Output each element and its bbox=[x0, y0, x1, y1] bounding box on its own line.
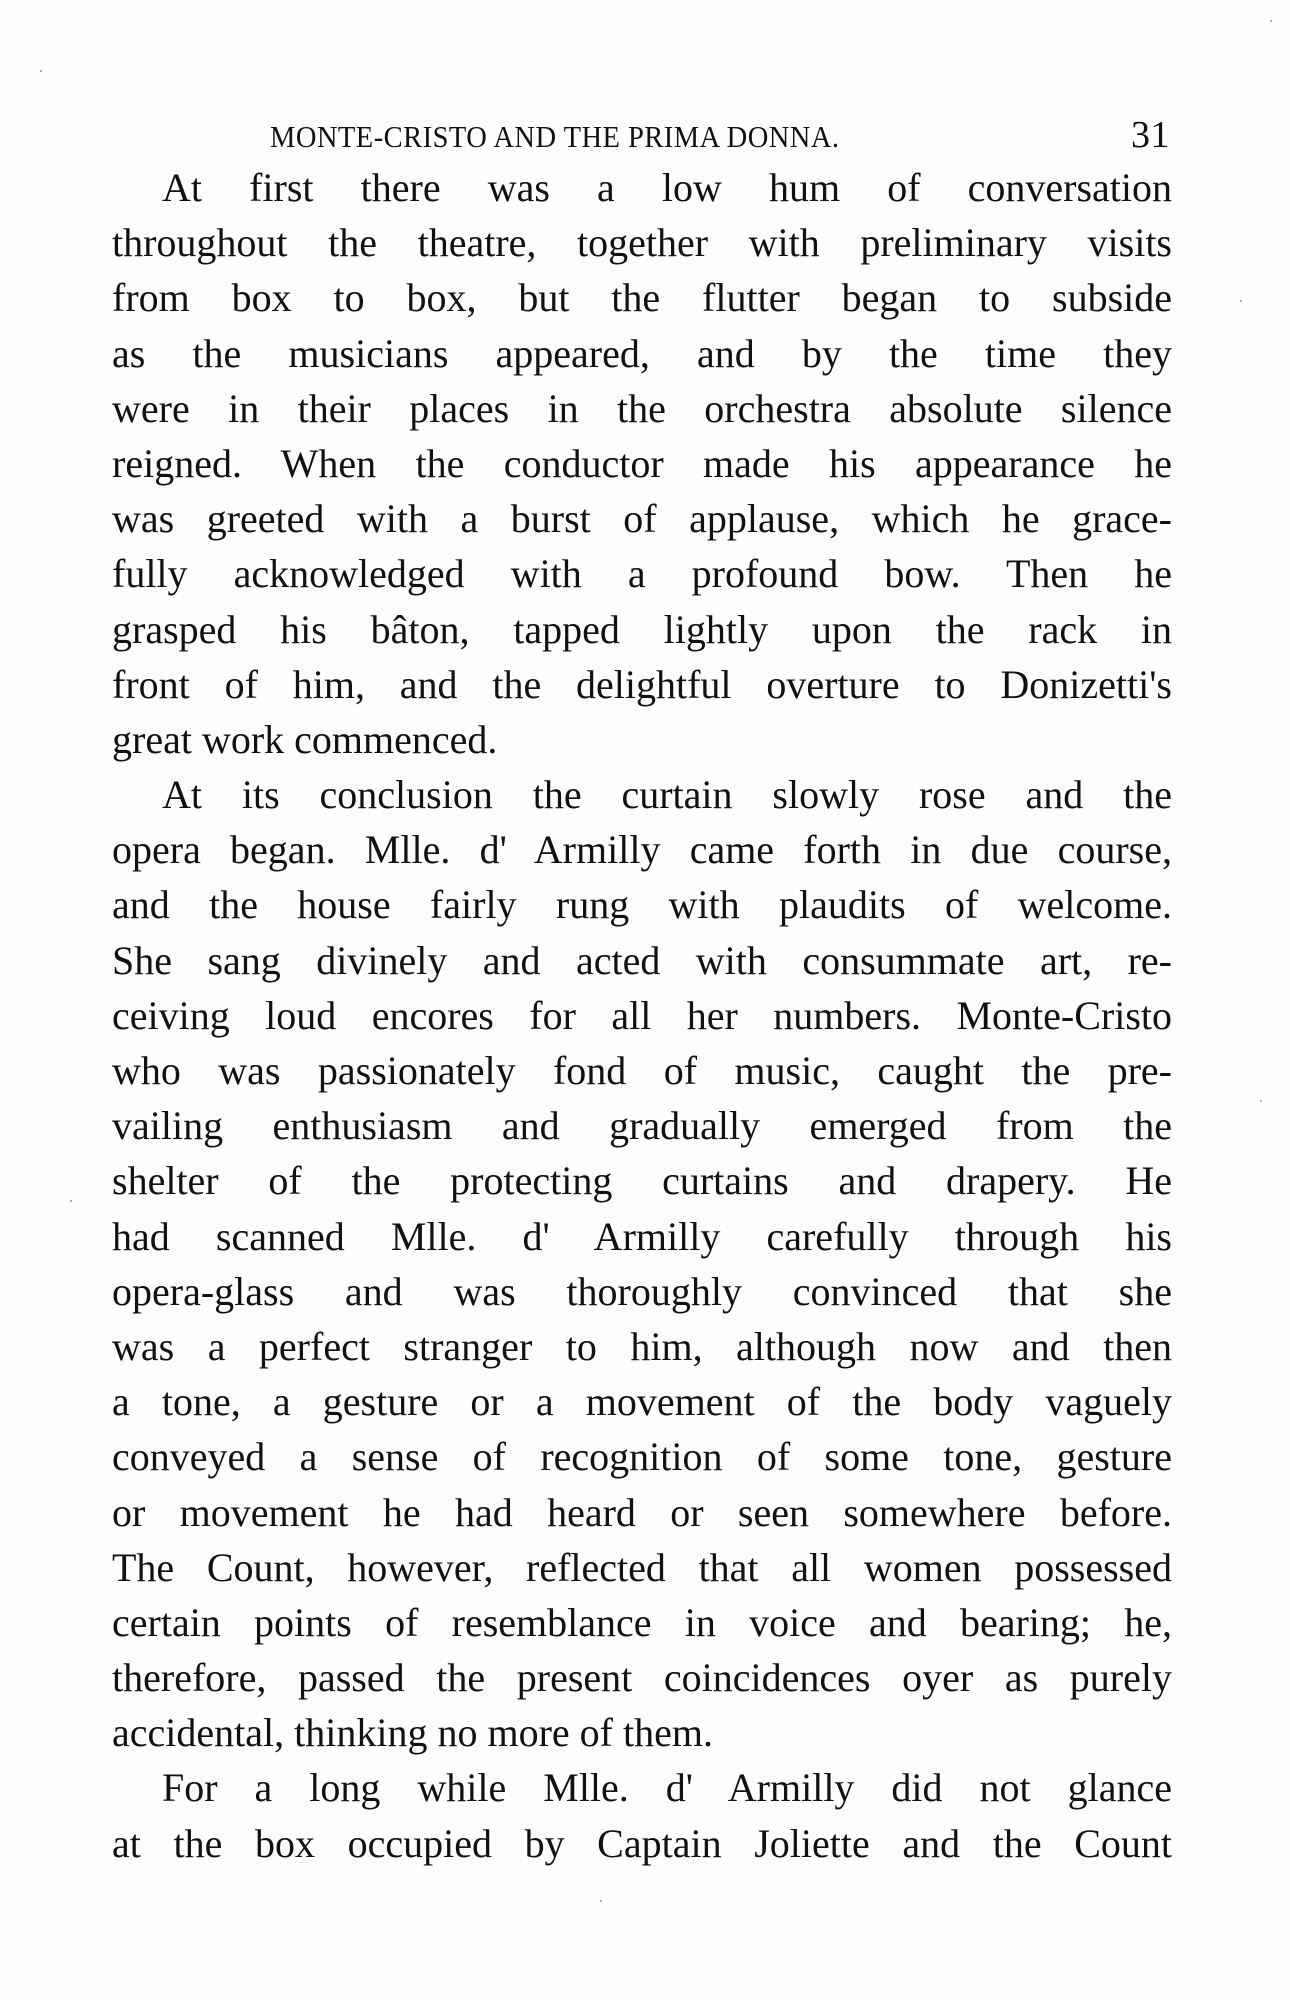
text-line: accidental, thinking no more of them. bbox=[112, 1710, 713, 1756]
text-line: conveyed a sense of recognition of some tone, gesture bbox=[112, 1434, 1172, 1480]
text-line: as the musicians appeared, and by the time they bbox=[112, 330, 1172, 376]
text-line: At first there was a low hum of conversation bbox=[162, 165, 1172, 210]
text-line: reigned. When the conductor made his appearance he bbox=[112, 440, 1172, 486]
text-line: or movement he had heard or seen somewhere before. bbox=[112, 1489, 1172, 1535]
text-line: who was passionately fond of music, caught the pre- bbox=[112, 1048, 1172, 1093]
text-line: were in their places in the orchestra absolute silence bbox=[112, 385, 1172, 431]
paragraph-2 bbox=[112, 767, 1172, 1760]
text-line: front of him, and the delightful overture to Donizetti's bbox=[112, 661, 1172, 707]
paper-speck bbox=[600, 1900, 602, 1902]
text-line: At its conclusion the curtain slowly rose and the bbox=[162, 772, 1172, 818]
text-line: was a perfect stranger to him, although now and then bbox=[112, 1323, 1172, 1369]
text-line: at the box occupied by Captain Joliette and the Count bbox=[112, 1820, 1172, 1866]
chapter-title: MONTE-CRISTO AND THE PRIMA DONNA. bbox=[270, 119, 840, 154]
paragraph-1 bbox=[112, 160, 1172, 767]
paper-speck bbox=[70, 1200, 72, 1202]
page-number: 31 bbox=[1131, 114, 1170, 156]
text-line: was greeted with a burst of applause, which he grace- bbox=[112, 496, 1172, 542]
text-line: shelter of the protecting curtains and drapery. He bbox=[112, 1158, 1172, 1204]
paper-speck bbox=[1240, 300, 1242, 302]
text-line: grasped his bâton, tapped lightly upon the rack in bbox=[112, 606, 1172, 652]
paper-speck bbox=[40, 70, 42, 72]
running-head bbox=[270, 112, 1170, 162]
text-line: fully acknowledged with a profound bow. Then he bbox=[112, 551, 1172, 597]
text-line: opera-glass and was thoroughly convinced that she bbox=[112, 1268, 1172, 1314]
text-line: opera began. Mlle. d' Armilly came forth in due course, bbox=[112, 827, 1172, 873]
paper-speck bbox=[1260, 1100, 1262, 1102]
text-line: great work commenced. bbox=[112, 716, 498, 762]
text-line: from box to box, but the flutter began to subside bbox=[112, 275, 1172, 321]
text-line: had scanned Mlle. d' Armilly carefully through his bbox=[112, 1213, 1172, 1259]
paper-speck bbox=[1270, 20, 1272, 22]
text-line: The Count, however, reflected that all women possessed bbox=[112, 1544, 1172, 1590]
text-line: therefore, passed the present coincidences oyer as purely bbox=[112, 1655, 1172, 1701]
body-text bbox=[112, 160, 1172, 1871]
text-line: ceiving loud encores for all her numbers. Monte-Cristo bbox=[112, 992, 1172, 1038]
text-line: and the house fairly rung with plaudits of welcome. bbox=[112, 882, 1172, 928]
text-line: She sang divinely and acted with consummate art, re- bbox=[112, 937, 1172, 983]
paragraph-3 bbox=[112, 1760, 1172, 1870]
text-line: For a long while Mlle. d' Armilly did not glance bbox=[162, 1765, 1172, 1811]
text-line: throughout the theatre, together with preliminary visits bbox=[112, 220, 1172, 266]
text-line: vailing enthusiasm and gradually emerged from the bbox=[112, 1103, 1172, 1149]
text-line: a tone, a gesture or a movement of the body vaguely bbox=[112, 1379, 1172, 1425]
text-line: certain points of resemblance in voice and bearing; he, bbox=[112, 1599, 1172, 1645]
